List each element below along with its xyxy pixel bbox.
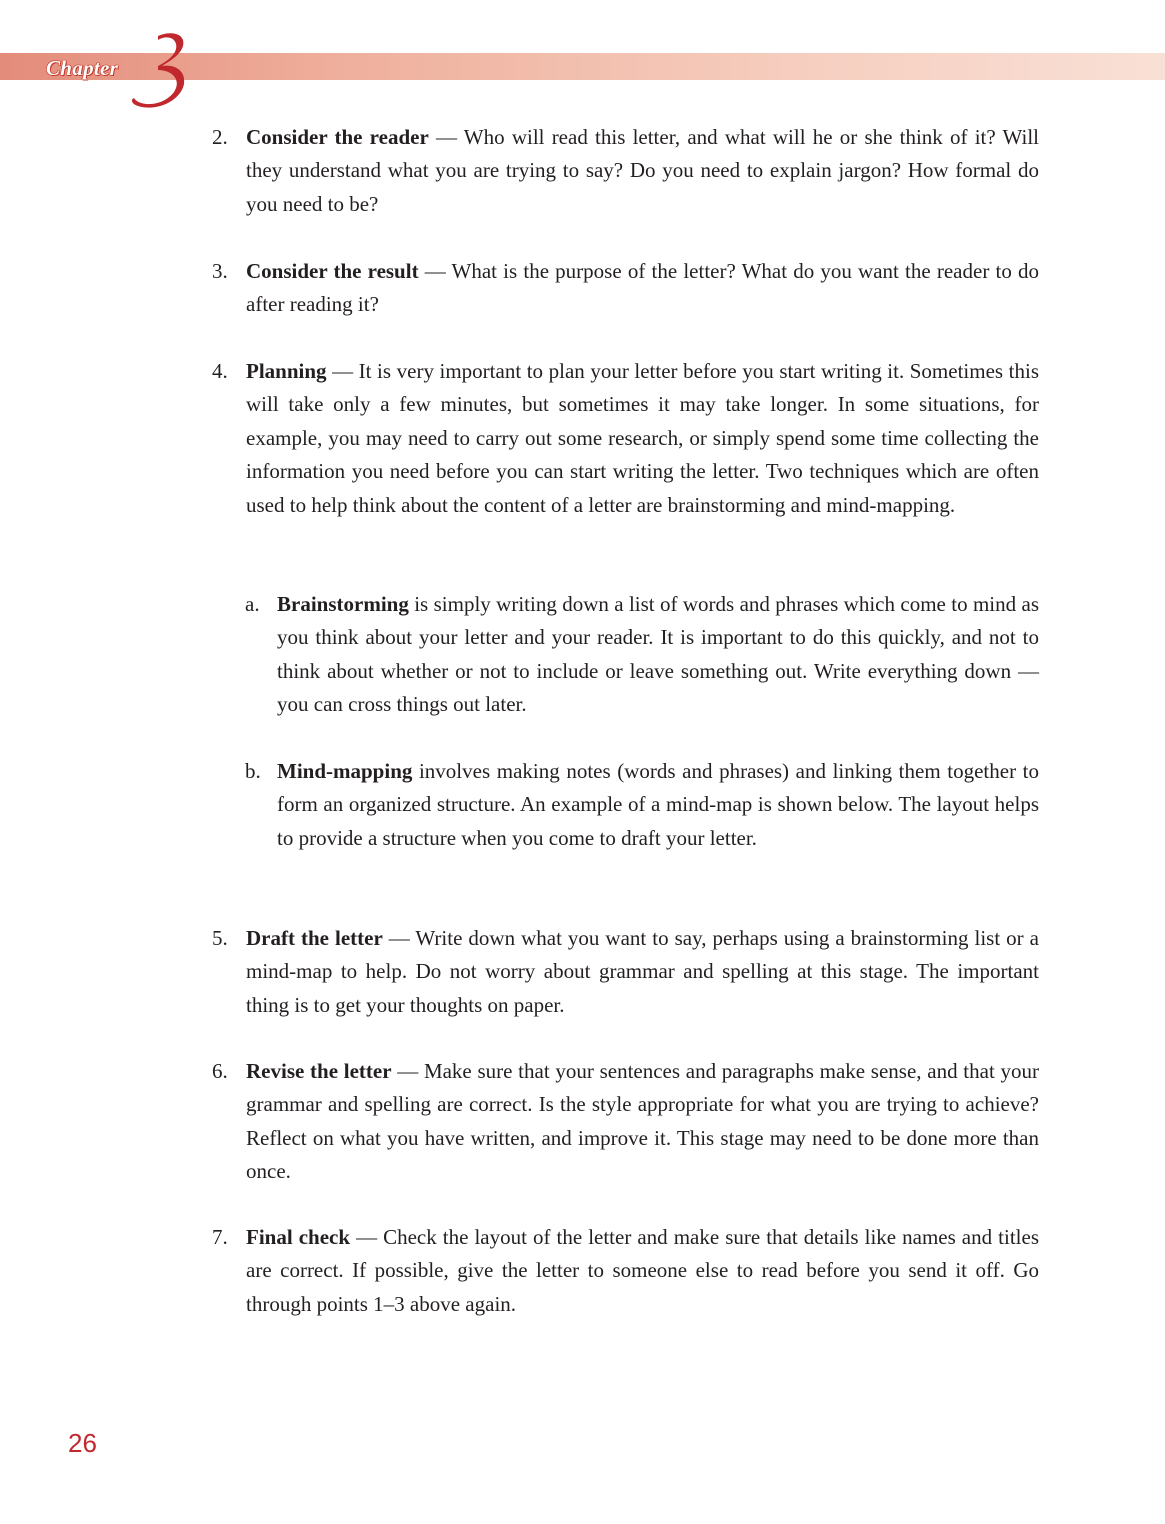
list-item-body bbox=[246, 355, 1039, 522]
list-item-term: Consider the result bbox=[246, 259, 419, 283]
list-item-number: 7. bbox=[212, 1225, 228, 1249]
list-item bbox=[212, 1055, 1039, 1189]
sub-list-item-term: Mind-mapping bbox=[277, 759, 413, 783]
list-item-body bbox=[246, 922, 1039, 1022]
list-item bbox=[212, 922, 1039, 1022]
list-item bbox=[212, 255, 1039, 322]
list-item bbox=[212, 121, 1039, 221]
list-item-number: 3. bbox=[212, 259, 228, 283]
page-number: 26 bbox=[68, 1428, 97, 1458]
list-item-text: — It is very important to plan your letter before you start writing it. Sometimes this will take only a few minutes, but sometimes it may take longer. In some situations, for example, you may need to carry out some research, or simply spend some time collecting the information you need before you can start writing the letter. Two techniques which are often used to help think about the content of a letter are brainstorming and mind-mapping. bbox=[246, 359, 1039, 517]
list-item-number: 5. bbox=[212, 926, 228, 950]
list-item-number: 6. bbox=[212, 1059, 228, 1083]
sub-list-item-text: is simply writing down a list of words and phrases which come to mind as you think about your letter and your reader. It is important to do this quickly, and not to think about whether or not to include or leave something out. Write everything down — you can cross things out later. bbox=[277, 592, 1039, 717]
sub-list-item bbox=[245, 755, 1039, 855]
sub-list-item-letter: b. bbox=[245, 759, 261, 783]
list-item-text: — Who will read this letter, and what will he or she think of it? Will they understand what you are trying to say? Do you need to explain jargon? How formal do you need to be? bbox=[246, 125, 1039, 216]
list-item-text: — Make sure that your sentences and paragraphs make sense, and that your grammar and spelling are correct. Is the style appropriate for what you are trying to achieve? Reflect on what you have written, and improve it. This stage may need to be done more than once. bbox=[246, 1059, 1039, 1184]
chapter-number-glyph bbox=[128, 30, 200, 112]
sub-list-item-body bbox=[277, 588, 1039, 722]
sub-list-item-text: involves making notes (words and phrases) and linking them together to form an organized structure. An example of a mind-map is shown below. The layout helps to provide a structure when you come to draft your letter. bbox=[277, 759, 1039, 850]
list-item-body bbox=[246, 1221, 1039, 1321]
list-item-text: — Check the layout of the letter and make sure that details like names and titles are correct. If possible, give the letter to someone else to read before you send it off. Go through points 1–3 above again. bbox=[246, 1225, 1039, 1316]
list-item-body bbox=[246, 255, 1039, 322]
sub-list-item bbox=[245, 588, 1039, 722]
list-item-body bbox=[246, 121, 1039, 221]
list-item-number: 2. bbox=[212, 125, 228, 149]
sub-list-item-body bbox=[277, 755, 1039, 855]
list-item-term: Consider the reader bbox=[246, 125, 429, 149]
list-item-body bbox=[246, 1055, 1039, 1189]
chapter-label: Chapter bbox=[46, 56, 119, 80]
list-item-term: Planning bbox=[246, 359, 327, 383]
list-item-number: 4. bbox=[212, 359, 228, 383]
list-item-text: — Write down what you want to say, perhaps using a brainstorming list or a mind-map to help. Do not worry about grammar and spelling at this stage. The important thing is to get your thoughts on paper. bbox=[246, 926, 1040, 1017]
list-item bbox=[212, 1221, 1039, 1321]
list-item bbox=[212, 355, 1039, 522]
sub-list-item-term: Brainstorming bbox=[277, 592, 409, 616]
list-item-term: Revise the letter bbox=[246, 1059, 392, 1083]
list-item-text: — What is the purpose of the letter? What do you want the reader to do after reading it? bbox=[246, 259, 1039, 317]
list-item-term: Final check bbox=[246, 1225, 351, 1249]
list-item-term: Draft the letter bbox=[246, 926, 383, 950]
sub-list-item-letter: a. bbox=[245, 592, 260, 616]
